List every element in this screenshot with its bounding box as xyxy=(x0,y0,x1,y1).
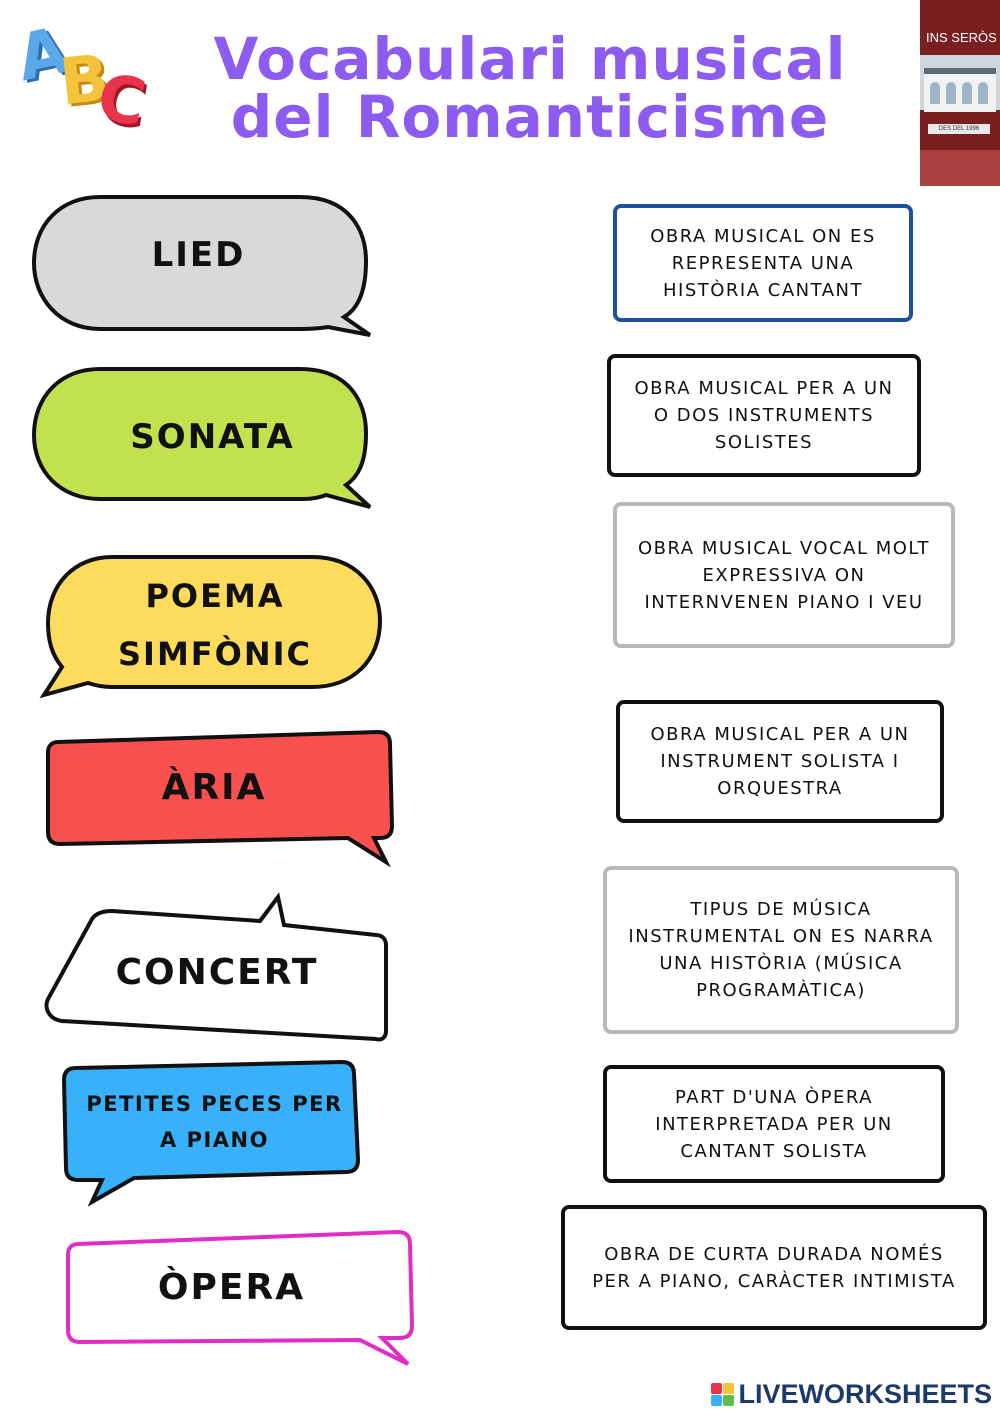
letter-c: C xyxy=(91,60,152,142)
term-label: SONATA xyxy=(130,417,295,457)
definition-box-1[interactable]: OBRA MUSICAL ON ES REPRESENTA UNA HISTÒRIA CANTANT xyxy=(613,204,913,322)
term-label: LIED xyxy=(151,235,246,275)
footer-brand: LIVEWORKSHEETS xyxy=(738,1379,992,1409)
term-bubble-petites-peces[interactable] xyxy=(62,1060,367,1210)
term-bubble-aria[interactable] xyxy=(44,730,399,870)
term-label: ÒPERA xyxy=(157,1267,306,1308)
definition-box-4[interactable]: OBRA MUSICAL PER A UN INSTRUMENT SOLISTA I ORQUESTRA xyxy=(616,700,944,823)
page-title: Vocabulari musical del Romanticisme xyxy=(213,25,847,151)
abc-letters-decoration xyxy=(10,13,152,142)
term-label: PETITES PECES PER A PIANO xyxy=(86,1092,343,1152)
definition-box-3[interactable]: OBRA MUSICAL VOCAL MOLT EXPRESSIVA ON INTERNVENEN PIANO I VEU xyxy=(613,502,955,648)
definition-box-7[interactable]: OBRA DE CURTA DURADA NOMÉS PER A PIANO, CARÀCTER INTIMISTA xyxy=(561,1205,987,1330)
term-label: CONCERT xyxy=(115,952,319,993)
liveworksheets-icon xyxy=(711,1383,734,1406)
term-label: ÀRIA xyxy=(161,767,267,808)
term-bubble-opera[interactable] xyxy=(64,1230,419,1370)
liveworksheets-logo xyxy=(711,1379,992,1410)
term-label: POEMA SIMFÒNIC xyxy=(117,577,313,673)
definition-box-6[interactable]: PART D'UNA ÒPERA INTERPRETADA PER UN CANTANT SOLISTA xyxy=(603,1065,945,1183)
term-bubble-sonata[interactable] xyxy=(30,367,375,512)
term-bubble-poema-simfonic[interactable] xyxy=(40,555,385,700)
definition-box-5[interactable]: TIPUS DE MÚSICA INSTRUMENTAL ON ES NARRA UNA HISTÒRIA (MÚSICA PROGRAMÀTICA) xyxy=(603,866,959,1034)
letter-b: B xyxy=(56,41,113,121)
letter-a: A xyxy=(10,13,75,97)
term-bubble-lied[interactable] xyxy=(30,195,375,340)
school-photo xyxy=(920,0,1000,186)
definition-box-2[interactable]: OBRA MUSICAL PER A UN O DOS INSTRUMENTS SOLISTES xyxy=(607,354,921,477)
school-caption: DES DEL 1996 xyxy=(928,124,990,134)
school-name: INS SERÒS xyxy=(926,30,997,45)
term-bubble-concert[interactable] xyxy=(42,895,392,1045)
